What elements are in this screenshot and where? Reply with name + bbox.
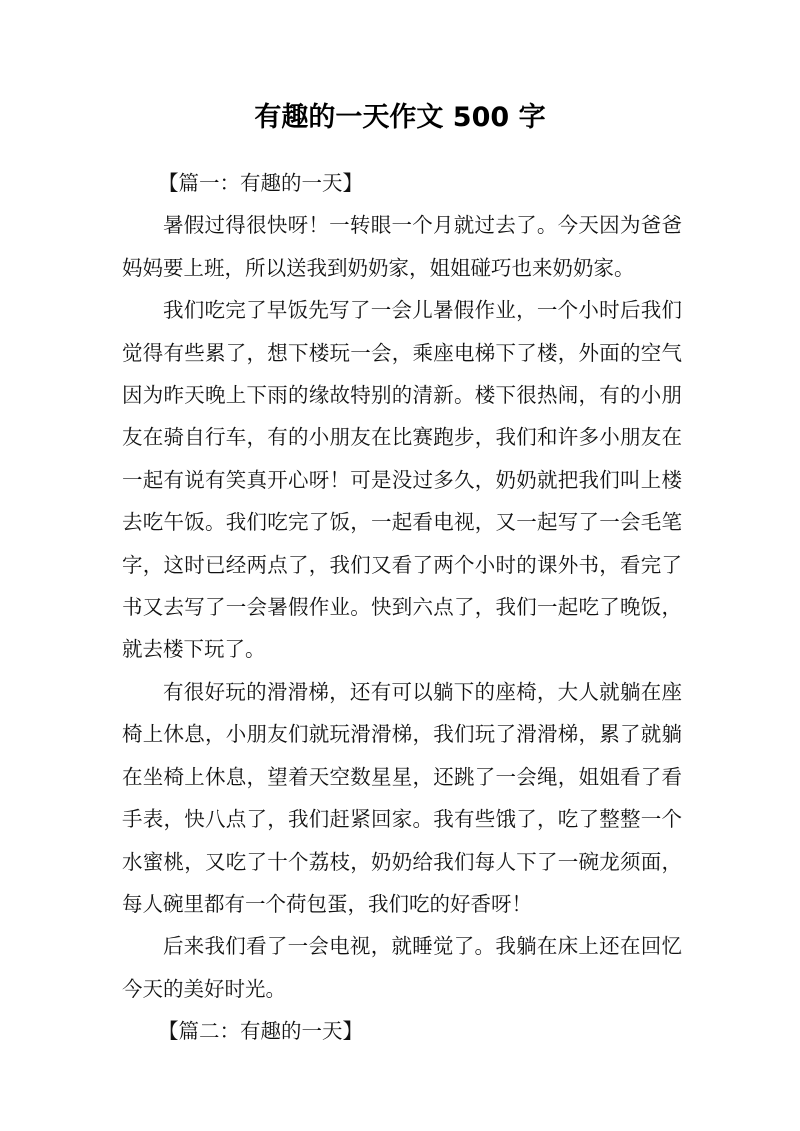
paragraph-3: 有很好玩的滑滑梯，还有可以躺下的座椅，大人就躺在座椅上休息，小朋友们就玩滑滑梯，我们玩了滑滑梯，累了就躺在坐椅上休息，望着天空数星星，还跳了一会绳，姐姐看了看手表，快八点了，我们赶紧回家。我有些饿了，吃了整整一个水蜜桃，又吃了十个荔枝，奶奶给我们每人下了一碗龙须面，每人碗里都有一个荷包蛋，我们吃的好香呀！ — [122, 679, 682, 916]
section-heading-2: 【篇二：有趣的一天】 — [158, 1019, 363, 1044]
document-title: 有趣的一天作文 500 字 — [254, 102, 546, 133]
paragraph-4: 后来我们看了一会电视，就睡觉了。我躺在床上还在回忆今天的美好时光。 — [122, 934, 682, 1001]
section-heading-1: 【篇一：有趣的一天】 — [158, 171, 363, 195]
paragraph-1: 暑假过得很快呀！一转眼一个月就过去了。今天因为爸爸妈妈要上班，所以送我到奶奶家，姐姐碰巧也来奶奶家。 — [122, 213, 682, 280]
document-body — [122, 162, 682, 1053]
paragraph-2: 我们吃完了早饭先写了一会儿暑假作业，一个小时后我们觉得有些累了，想下楼玩一会，乘座电梯下了楼，外面的空气因为昨天晚上下雨的缘故特别的清新。楼下很热闹，有的小朋友在骑自行车，有的小朋友在比赛跑步，我们和许多小朋友在一起有说有笑真开心呀！可是没过多久，奶奶就把我们叫上楼去吃午饭。我们吃完了饭，一起看电视，又一起写了一会毛笔字，这时已经两点了，我们又看了两个小时的课外书，看完了书又去写了一会暑假作业。快到六点了，我们一起吃了晚饭，就去楼下玩了。 — [122, 298, 682, 662]
